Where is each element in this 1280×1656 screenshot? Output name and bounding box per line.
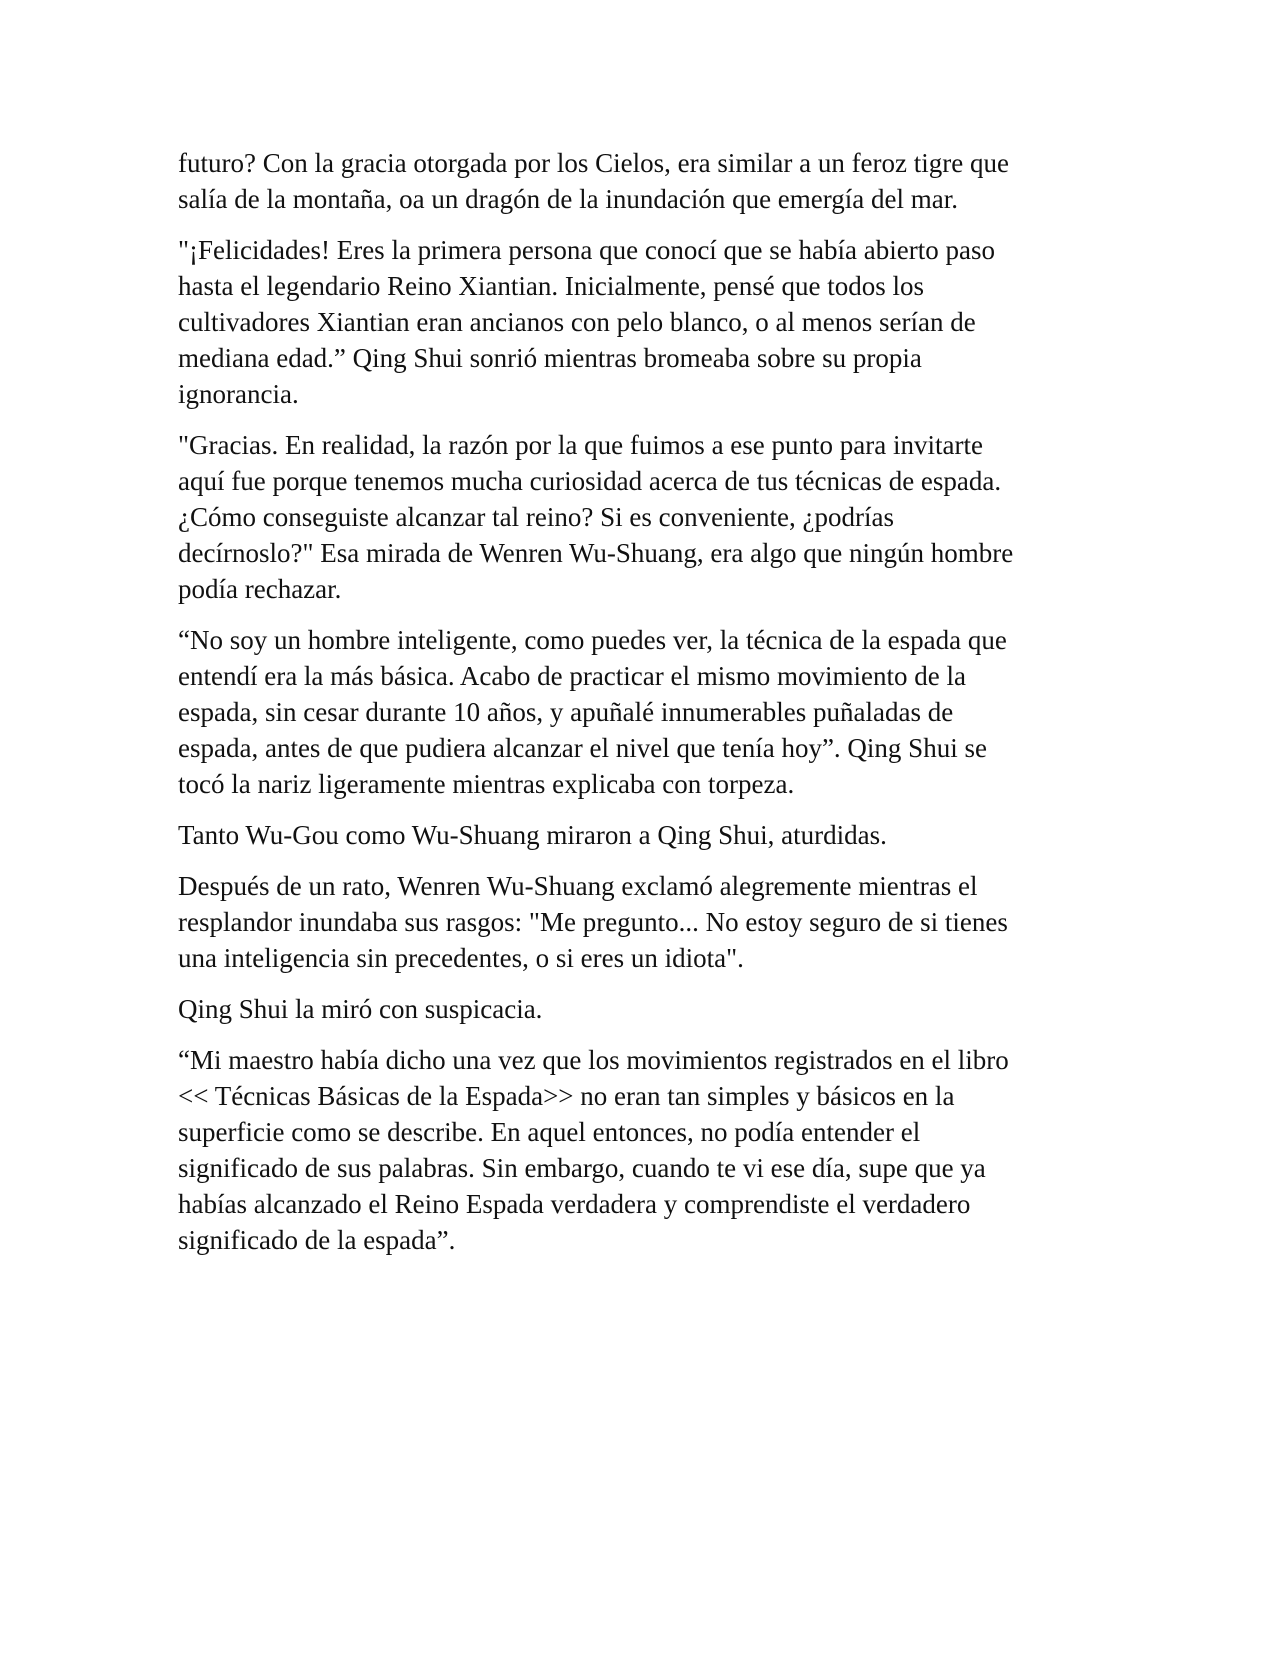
text-line: superficie como se describe. En aquel entonces, no podía entender el [178,1117,921,1147]
text-line: "Gracias. En realidad, la razón por la que fuimos a ese punto para invitarte [178,430,983,460]
text-line: significado de sus palabras. Sin embargo, cuando te vi ese día, supe que ya [178,1153,986,1183]
text-line: Después de un rato, Wenren Wu-Shuang exclamó alegremente mientras el [178,871,978,901]
text-line: Tanto Wu-Gou como Wu-Shuang miraron a Qing Shui, aturdidas. [178,820,887,850]
text-line: ¿Cómo conseguiste alcanzar tal reino? Si es conveniente, ¿podrías [178,502,894,532]
text-line: espada, antes de que pudiera alcanzar el nivel que tenía hoy”. Qing Shui se [178,733,987,763]
text-line: Qing Shui la miró con suspicacia. [178,994,543,1024]
text-line: "¡Felicidades! Eres la primera persona que conocí que se había abierto paso [178,235,995,265]
text-line: mediana edad.” Qing Shui sonrió mientras bromeaba sobre su propia [178,343,922,373]
document-body [178,145,1098,1273]
paragraph-3 [178,427,1098,607]
text-line: salía de la montaña, oa un dragón de la inundación que emergía del mar. [178,184,958,214]
text-line: espada, sin cesar durante 10 años, y apuñalé innumerables puñaladas de [178,697,954,727]
text-line: tocó la nariz ligeramente mientras explicaba con torpeza. [178,769,795,799]
text-line: futuro? Con la gracia otorgada por los Cielos, era similar a un feroz tigre que [178,148,1009,178]
text-line: ignorancia. [178,379,299,409]
text-line: significado de la espada”. [178,1225,456,1255]
text-line: << Técnicas Básicas de la Espada>> no eran tan simples y básicos en la [178,1081,955,1111]
text-line: habías alcanzado el Reino Espada verdadera y comprendiste el verdadero [178,1189,971,1219]
text-line: hasta el legendario Reino Xiantian. Inicialmente, pensé que todos los [178,271,925,301]
paragraph-4 [178,622,1098,802]
text-line: aquí fue porque tenemos mucha curiosidad acerca de tus técnicas de espada. [178,466,1002,496]
text-line: cultivadores Xiantian eran ancianos con pelo blanco, o al menos serían de [178,307,976,337]
paragraph-5 [178,817,1098,853]
paragraph-1 [178,145,1098,217]
text-line: “Mi maestro había dicho una vez que los movimientos registrados en el libro [178,1045,1009,1075]
text-line: decírnoslo?" Esa mirada de Wenren Wu-Shuang, era algo que ningún hombre [178,538,1014,568]
paragraph-8 [178,1042,1098,1258]
text-line: “No soy un hombre inteligente, como puedes ver, la técnica de la espada que [178,625,1007,655]
paragraph-6 [178,868,1098,976]
paragraph-7 [178,991,1098,1027]
text-line: entendí era la más básica. Acabo de practicar el mismo movimiento de la [178,661,966,691]
text-line: podía rechazar. [178,574,342,604]
text-line: una inteligencia sin precedentes, o si eres un idiota". [178,943,744,973]
paragraph-2 [178,232,1098,412]
text-line: resplandor inundaba sus rasgos: "Me pregunto... No estoy seguro de si tienes [178,907,1008,937]
